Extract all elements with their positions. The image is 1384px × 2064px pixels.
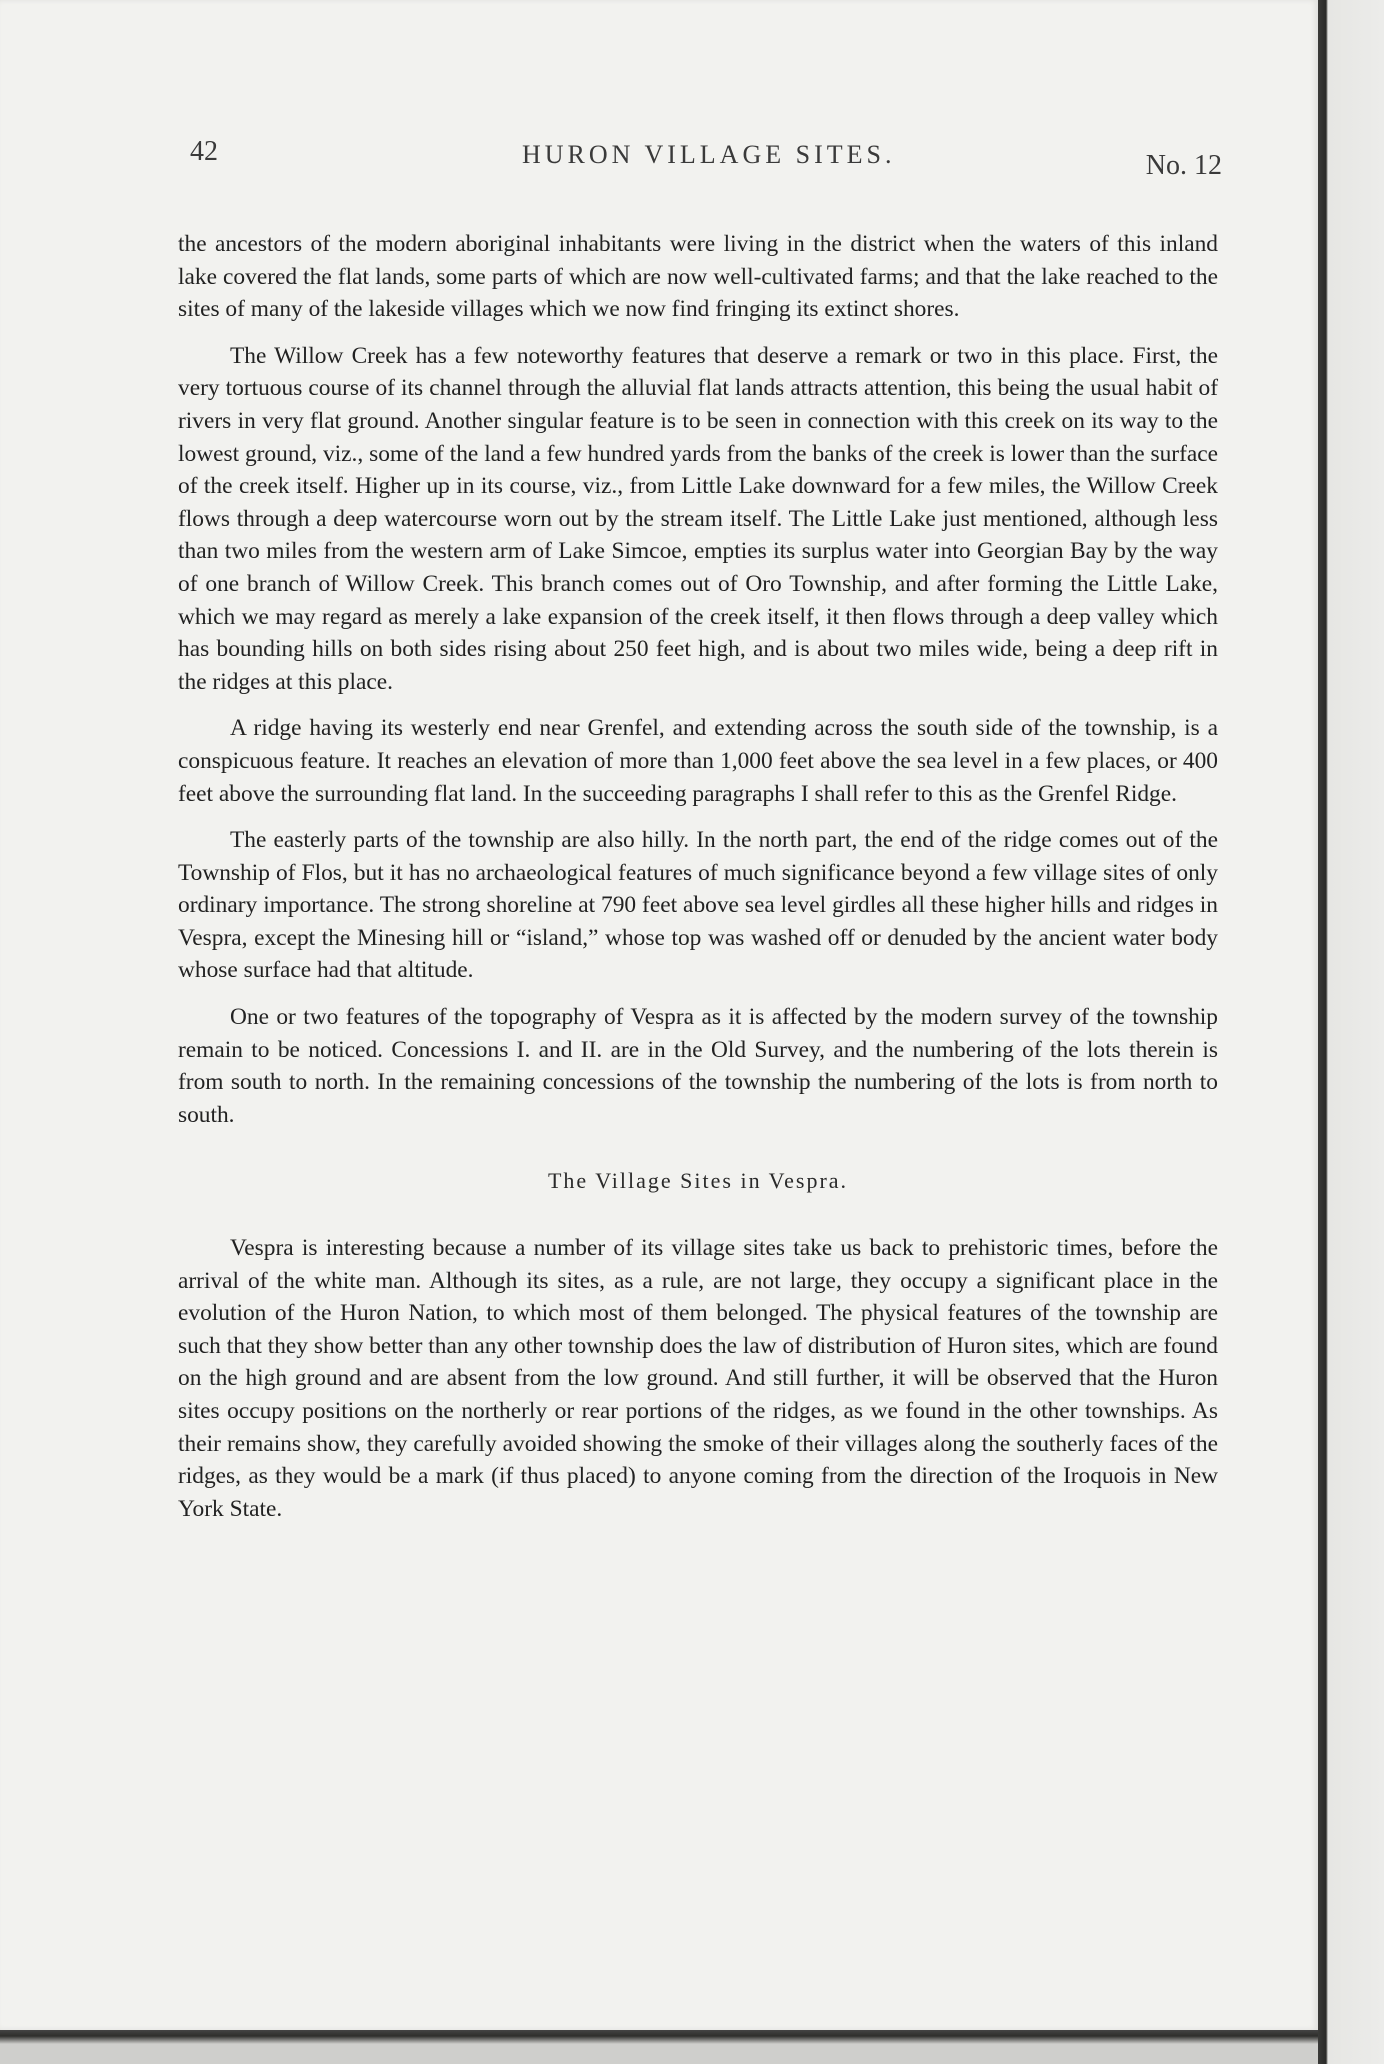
page-edge-bottom: [0, 2030, 1318, 2064]
body-text: [178, 228, 1218, 1539]
paragraph-continued: the ancestors of the modern aboriginal inhabitants were living in the district when the waters of this inland lake covered the flat lands, some parts of which are now well-cultivated farms; and that the lake reached to the sites of many of the lakeside villages which we now find fringing its extinct shores.: [178, 231, 1218, 323]
running-title: HURON VILLAGE SITES.: [522, 140, 896, 169]
page-edge-right: [1318, 0, 1384, 2064]
paragraph-willow-creek: The Willow Creek has a few noteworthy features that deserve a remark or two in this place. First, the very tortuous course of its channel through the alluvial flat lands attracts attention, this being the usual habit of rivers in very flat ground. Another singular feature is to be seen in connection with this creek on its way to the lowest ground, viz., some of the land a few hundred yards from the banks of the creek is lower than the surface of the creek itself. Higher up in its course, viz., from Little Lake downward for a few miles, the Willow Creek flows through a deep watercourse worn out by the stream itself. The Little Lake just mentioned, although less than two miles from the western arm of Lake Simcoe, empties its surplus water into Georgian Bay by the way of one branch of Willow Creek. This branch comes out of Oro Township, and after forming the Little Lake, which we may regard as merely a lake expansion of the creek itself, it then flows through a deep valley which has bounding hills on both sides rising about 250 feet high, and is about two miles wide, being a deep rift in the ridges at this place.: [178, 342, 1218, 695]
paragraph-grenfel-ridge: A ridge having its westerly end near Grenfel, and extending across the south side of the township, is a conspicuous feature. It reaches an elevation of more than 1,000 feet above the sea level in a few places, or 400 feet above the surrounding flat land. In the succeeding paragraphs I shall refer to this as the Grenfel Ridge.: [178, 715, 1218, 807]
page-number: 42: [190, 136, 218, 167]
paragraph-survey: One or two features of the topography of Vespra as it is affected by the modern survey of the township remain to be noticed. Concessions I. and II. are in the Old Survey, and the numbering of the lots therein is from south to north. In the remaining concessions of the township the numbering of the lots is from north to south.: [178, 1004, 1218, 1128]
issue-number: No. 12: [1145, 150, 1222, 181]
paragraph-easterly-parts: The easterly parts of the township are also hilly. In the north part, the end of the ridge comes out of the Township of Flos, but it has no archaeological features of much significance beyond a few village sites of only ordinary importance. The strong shoreline at 790 feet above sea level girdles all these higher hills and ridges in Vespra, except the Minesing hill or “island,” whose top was washed off or denuded by the ancient water body whose surface had that altitude.: [178, 827, 1218, 984]
paragraph-vespra-sites: Vespra is interesting because a number of its village sites take us back to prehistoric times, before the arrival of the white man. Although its sites, as a rule, are not large, they occupy a significant place in the evolution of the Huron Nation, to which most of them belonged. The physical features of the township are such that they show better than any other township does the law of distribution of Huron sites, which are found on the high ground and are absent from the low ground. And still further, it will be observed that the Huron sites occupy positions on the northerly or rear portions of the ridges, as we found in the other townships. As their remains show, they carefully avoided showing the smoke of their villages along the southerly faces of the ridges, as they would be a mark (if thus placed) to anyone coming from the direction of the Iroquois in New York State.: [178, 1235, 1218, 1522]
running-header: [182, 128, 1222, 180]
section-heading: The Village Sites in Vespra.: [547, 1168, 849, 1194]
